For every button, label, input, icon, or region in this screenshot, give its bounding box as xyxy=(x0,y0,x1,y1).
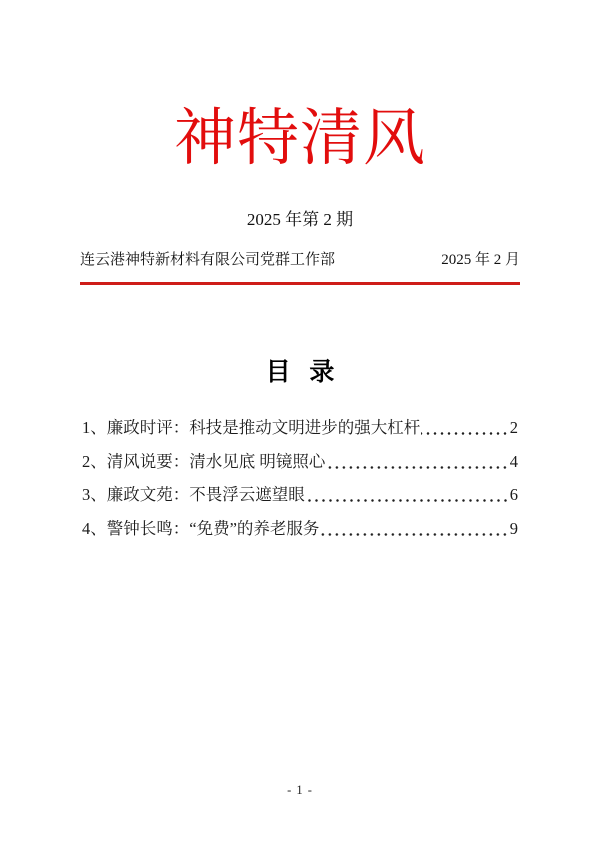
publisher-name: 连云港神特新材料有限公司党群工作部 xyxy=(80,252,336,268)
publish-date: 2025 年 2 月 xyxy=(441,252,520,268)
toc-item xyxy=(82,414,518,448)
newsletter-title: 神特清风 xyxy=(173,105,426,173)
page-number-footer: - 1 - xyxy=(287,783,313,797)
dot-leader xyxy=(326,448,508,482)
dot-leader xyxy=(306,481,509,515)
issue-number: 2025 年第 2 期 xyxy=(246,210,354,229)
toc-item xyxy=(82,481,518,515)
toc-item-label: 1、廉政时评：科技是推动文明进步的强大杠杆 xyxy=(82,418,421,437)
toc-item-page: 9 xyxy=(509,518,518,538)
toc-item-page: 2 xyxy=(509,418,518,437)
publisher-row xyxy=(80,248,520,269)
toc-item-page: 6 xyxy=(509,485,518,504)
toc-heading: 目 录 xyxy=(265,359,335,386)
toc-item xyxy=(82,515,518,549)
dot-leader xyxy=(320,515,508,549)
toc-item-label: 4、警钟长鸣：“免费”的养老服务 xyxy=(82,518,320,538)
toc-list xyxy=(82,414,518,548)
dot-leader xyxy=(421,414,509,448)
toc-item-page: 4 xyxy=(509,451,518,471)
toc-item xyxy=(82,448,518,482)
red-divider-rule xyxy=(80,282,520,285)
toc-item-label: 2、清风说要：清水见底 明镜照心 xyxy=(82,451,326,471)
toc-item-label: 3、廉政文苑：不畏浮云遮望眼 xyxy=(82,485,305,504)
